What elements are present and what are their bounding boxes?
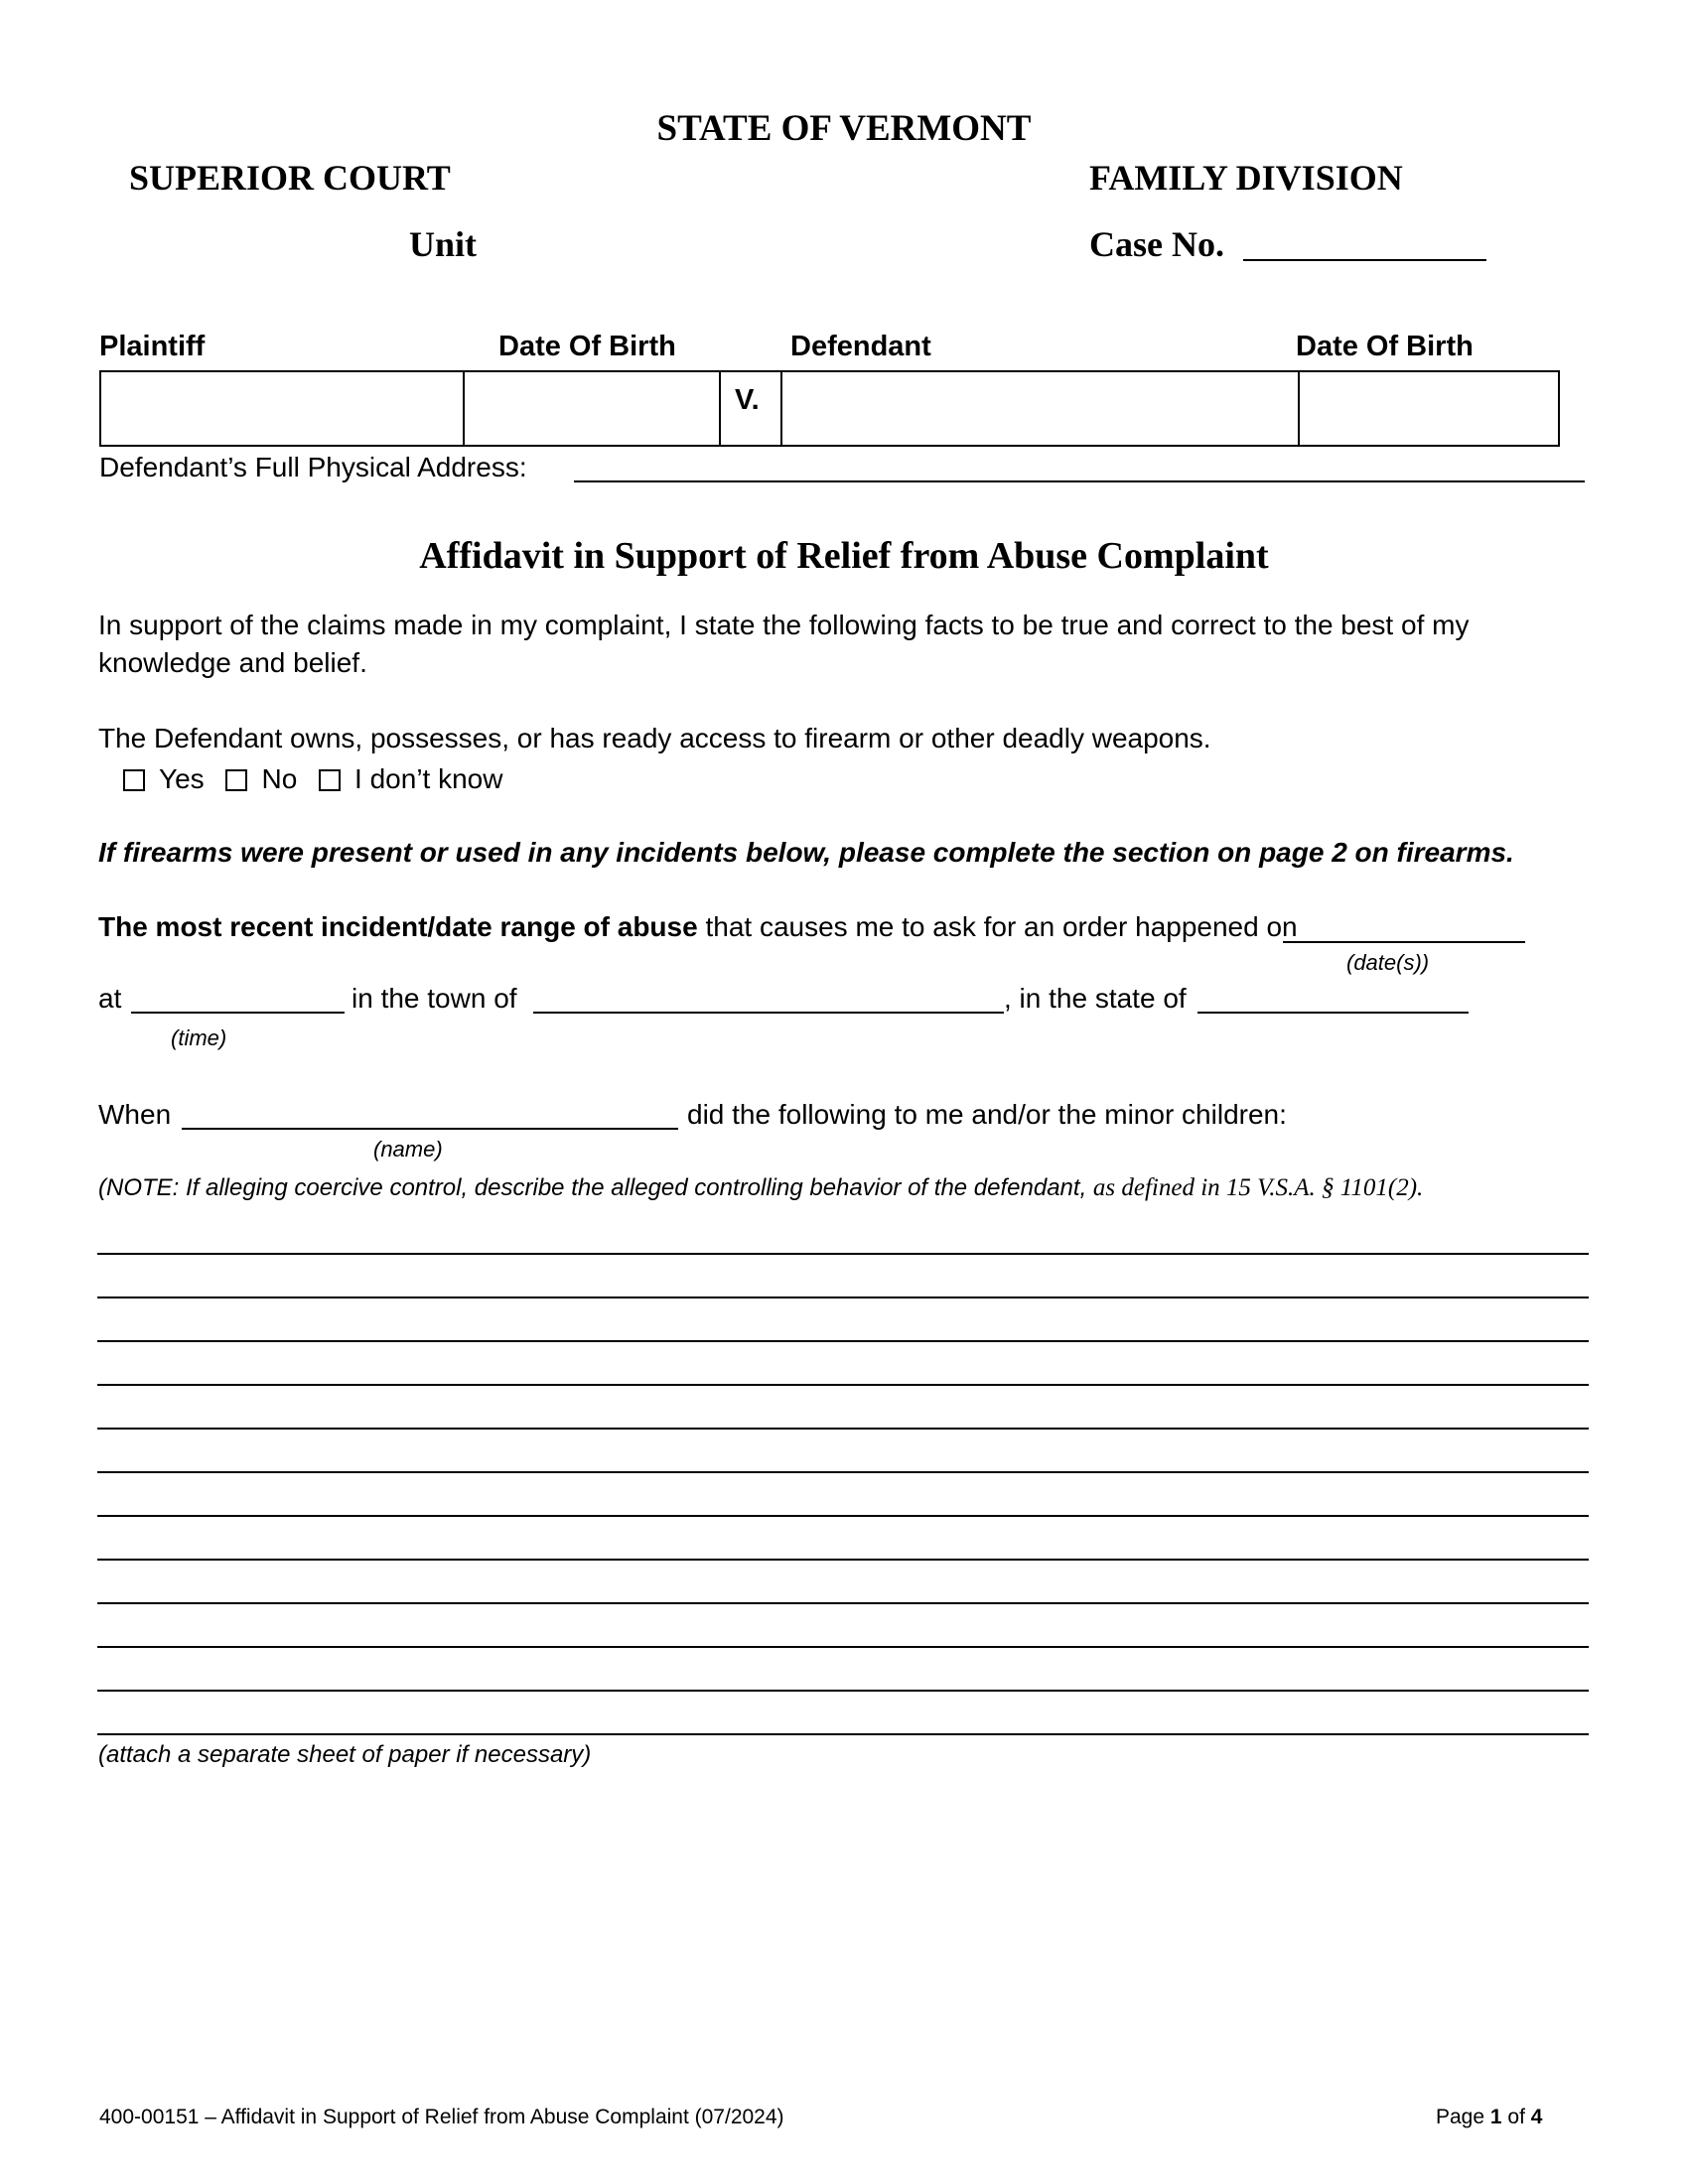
form-title: Affidavit in Support of Relief from Abuse Complaint <box>419 535 1269 577</box>
plaintiff-dob-field[interactable] <box>465 372 719 445</box>
incident-sentence <box>98 908 1298 946</box>
unit-label: Unit <box>409 224 478 264</box>
firearms-instruction: If firearms were present or used in any incidents below, please complete the section on page 2 on firearms. <box>98 837 1514 868</box>
narrative-line[interactable] <box>97 1646 1589 1648</box>
note-statute: as defined in 15 V.S.A. § 1101(2). <box>1092 1174 1424 1201</box>
case-no-label: Case No. <box>1089 224 1224 264</box>
town-label: in the town of <box>352 983 517 1014</box>
defendant-name-field[interactable] <box>782 372 1298 445</box>
defendant-name-box[interactable] <box>780 370 1300 447</box>
name-caption: (name) <box>373 1137 443 1161</box>
coercive-control-note <box>98 1174 1423 1202</box>
state-heading: STATE OF VERMONT <box>656 108 1032 149</box>
when-label: When <box>98 1099 172 1130</box>
defendant-address-label: Defendant’s Full Physical Address: <box>99 452 527 482</box>
narrative-line[interactable] <box>97 1471 1589 1473</box>
versus-label: V. <box>735 384 760 416</box>
defendant-dob-field[interactable] <box>1300 372 1558 445</box>
incident-rest: that causes me to ask for an order happened on <box>697 911 1298 942</box>
firearms-no-checkbox[interactable] <box>225 769 247 791</box>
narrative-line[interactable] <box>97 1733 1589 1735</box>
footer-page-number <box>1436 2106 1542 2129</box>
incident-state-line[interactable] <box>1197 1012 1469 1014</box>
intro-paragraph: In support of the claims made in my complaint, I state the following facts to be true and correct to the best of my knowledge and belief. <box>98 610 1470 678</box>
dates-caption: (date(s)) <box>1346 950 1430 975</box>
incident-town-line[interactable] <box>533 1012 1004 1014</box>
firearms-options <box>123 760 502 798</box>
narrative-line[interactable] <box>97 1384 1589 1386</box>
defendant-dob-label: Date Of Birth <box>1296 331 1474 362</box>
narrative-line[interactable] <box>97 1559 1589 1561</box>
plaintiff-name-box[interactable] <box>99 370 465 447</box>
firearms-yes-label: Yes <box>159 763 205 794</box>
firearms-no-label: No <box>261 763 298 794</box>
incident-time-line[interactable] <box>131 1012 345 1014</box>
firearms-yes-checkbox[interactable] <box>123 769 145 791</box>
defendant-label: Defendant <box>790 331 931 362</box>
division-heading: FAMILY DIVISION <box>1089 158 1403 198</box>
did-following-label: did the following to me and/or the minor children: <box>687 1099 1287 1130</box>
narrative-line[interactable] <box>97 1428 1589 1430</box>
page-total: 4 <box>1530 2106 1543 2128</box>
time-caption: (time) <box>171 1025 227 1050</box>
narrative-line[interactable] <box>97 1515 1589 1517</box>
defendant-dob-box[interactable] <box>1298 370 1560 447</box>
versus-box <box>719 370 782 447</box>
page-of: of <box>1501 2106 1531 2128</box>
plaintiff-dob-label: Date Of Birth <box>498 331 676 362</box>
narrative-line[interactable] <box>97 1297 1589 1298</box>
incident-name-line[interactable] <box>182 1128 678 1130</box>
court-heading: SUPERIOR COURT <box>129 158 451 198</box>
narrative-line[interactable] <box>97 1690 1589 1692</box>
footer-form-id: 400-00151 – Affidavit in Support of Relief from Abuse Complaint (07/2024) <box>99 2106 784 2128</box>
plaintiff-name-field[interactable] <box>101 372 463 445</box>
at-label: at <box>98 983 122 1014</box>
narrative-line[interactable] <box>97 1602 1589 1604</box>
state-label: , in the state of <box>1004 983 1187 1014</box>
page-current: 1 <box>1489 2106 1502 2128</box>
defendant-address-line[interactable] <box>574 480 1585 482</box>
plaintiff-dob-box[interactable] <box>463 370 721 447</box>
note-lead: (NOTE: If alleging coercive control, describe the alleged controlling behavior of the defendant, <box>98 1174 1093 1201</box>
incident-dates-line[interactable] <box>1283 941 1525 943</box>
attach-note: (attach a separate sheet of paper if necessary) <box>98 1741 592 1768</box>
incident-bold-lead: The most recent incident/date range of abuse <box>98 911 698 942</box>
firearms-unknown-checkbox[interactable] <box>319 769 341 791</box>
case-no-line[interactable] <box>1243 259 1486 261</box>
firearms-question: The Defendant owns, possesses, or has ready access to firearm or other deadly weapons. <box>98 723 1211 753</box>
plaintiff-label: Plaintiff <box>99 331 206 362</box>
narrative-line[interactable] <box>97 1340 1589 1342</box>
firearms-unknown-label: I don’t know <box>354 763 503 794</box>
page-label: Page <box>1436 2106 1490 2128</box>
narrative-line[interactable] <box>97 1253 1589 1255</box>
